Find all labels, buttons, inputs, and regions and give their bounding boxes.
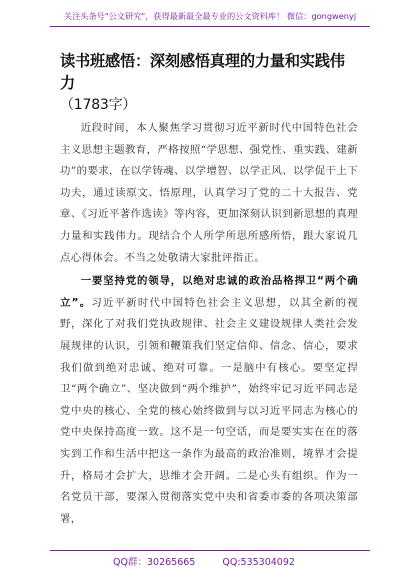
section-1-paragraph <box>60 271 358 530</box>
title-text: 读书班感悟：深刻感悟真理的力量和实践伟力 <box>60 52 345 92</box>
header-promo-text: 关注头条号"公文研究"，获得最新最全最专业的公文资料库！ 微信：gongwenyj <box>63 11 357 21</box>
section-1-heading: 一要坚持党的领导，以绝对忠诚的政治品格捍卫“两个确立”。 <box>60 275 358 309</box>
footer-rule <box>50 550 370 551</box>
section-1-body: 习近平新时代中国特色社会主义思想，以其全新的视野，深化了对我们党执政规律、社会主义建设规律人类社会发展规律的认识，引领和鞭策我们坚定信仰、信念、信心，要求我们做到绝对忠诚、绝对可靠。一是脑中有核心。要坚定捍卫“两个确立”、坚决做到“两个维护”，始终牢记习近平同志是党中央的核心、全党的核心始终做到与以习近平同志为核心的党中央保持高度一致。这不是一句空话，而是要实实在在的落实到工作和生活中把这一条作为最高的政治准则，境界才会提升，格局才会扩大，思维才会开阔。二是心头有组织。作为一名党员干部，要深入贯彻落实党中央和省委市委的各项决策部署， <box>60 296 359 525</box>
document-title <box>60 50 358 116</box>
intro-paragraph: 近段时间，本人聚焦学习贯彻习近平新时代中国特色社会主义思想主题教育，严格按照“学思想、强党性、重实践、建新功”的要求，在以学铸魂、以学增智、以学正风、以学促干上下功夫，通过读原文、悟原理，认真学习了党的二十大报告、党章、《习近平著作选读》等内容，更加深刻认识到新思想的真理力量和实践伟力。现结合个人所学所思所感所悟，跟大家说几点心得体会。不当之处敬请大家批评指正。 <box>60 122 358 264</box>
word-count: （1783字） <box>60 97 137 113</box>
page-footer <box>0 554 408 570</box>
footer-qq-group: QQ群：30265665 <box>113 557 196 568</box>
document-body <box>60 50 358 530</box>
header-rule <box>50 26 370 27</box>
footer-qq: QQ:535304092 <box>222 557 295 568</box>
page-header <box>50 10 370 30</box>
